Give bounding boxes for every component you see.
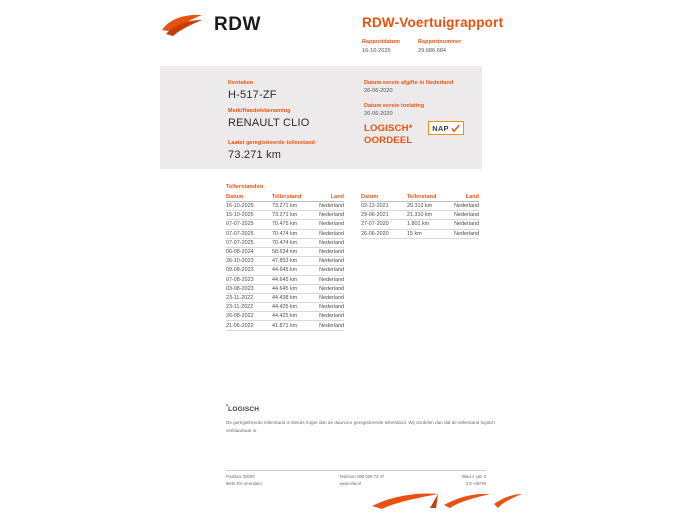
first-nl-registration-value: 26-06-2020 [364, 88, 393, 94]
table-row [226, 202, 344, 211]
table-row [226, 312, 344, 321]
footnote-title [226, 404, 496, 413]
cell-date: 02-12-2021 [361, 202, 407, 211]
first-nl-registration-label: Datum eerste afgifte in Nederland [364, 80, 454, 86]
table-row [226, 257, 344, 266]
table-header-row [226, 194, 344, 202]
cell-date: 21-06-2022 [226, 321, 272, 330]
column-header-odometer: Tellerstand [272, 194, 312, 202]
verdict-line-1: LOGISCH* [364, 123, 413, 134]
table-row [361, 211, 479, 220]
table-row [226, 229, 344, 238]
plate-label: Kenteken [228, 80, 254, 86]
summary-right-column [364, 79, 453, 125]
cell-date: 07-07-2025 [226, 238, 272, 247]
cell-date: 26-10-2023 [226, 257, 272, 266]
footer-page-number: Blad 1 van 3 [462, 474, 486, 479]
table-row [226, 247, 344, 256]
cell-date: 03-08-2023 [226, 284, 272, 293]
cell-odometer: 44.645 km [272, 284, 312, 293]
summary-odometer-block [228, 139, 315, 167]
cell-date: 29-06-2021 [361, 211, 407, 220]
cell-country: Nederland [447, 202, 479, 211]
cell-odometer: 70.474 km [272, 229, 312, 238]
cell-date: 26-08-2022 [226, 312, 272, 321]
footer-form-code: 3 E-VEFW [465, 480, 486, 486]
table-row [226, 303, 344, 312]
cell-country: Nederland [312, 247, 344, 256]
cell-odometer: 29.312 km [407, 202, 447, 211]
brand-label: Merk/Handelsbenaming [228, 108, 291, 114]
column-header-country: Land [312, 194, 344, 202]
cell-odometer: 1.801 km [407, 220, 447, 229]
meta-report-number-label: Rapportnummer [418, 39, 462, 45]
rdw-swoosh-footer-icon [372, 492, 522, 510]
odometer-table-right [361, 194, 479, 239]
cell-country: Nederland [312, 303, 344, 312]
meta-report-date-label: Rapportdatum [362, 39, 401, 45]
cell-country: Nederland [312, 220, 344, 229]
cell-country: Nederland [312, 202, 344, 211]
table-header-row [361, 194, 479, 202]
rdw-swoosh-logo-icon [160, 12, 206, 38]
cell-country: Nederland [447, 211, 479, 220]
cell-country: Nederland [447, 229, 479, 238]
cell-country: Nederland [312, 284, 344, 293]
verdict-line-2: OORDEEL [364, 134, 413, 146]
table-row [226, 266, 344, 275]
brand-value: RENAULT CLIO [228, 117, 310, 129]
cell-date: 23-11-2022 [226, 293, 272, 302]
cell-date: 16-10-2025 [226, 202, 272, 211]
cell-date: 15-10-2025 [226, 211, 272, 220]
table-row [361, 202, 479, 211]
cell-odometer: 21.310 km [407, 211, 447, 220]
footnote [226, 404, 496, 434]
cell-country: Nederland [312, 321, 344, 330]
cell-date: 27-07-2020 [361, 220, 407, 229]
cell-odometer: 70.474 km [272, 238, 312, 247]
rdw-logo [160, 12, 261, 38]
footer-address-column [226, 474, 262, 487]
last-odometer-label: Laatst geregistreerde tellerstand [228, 140, 315, 146]
odometer-table-left [226, 194, 344, 331]
first-admission-label: Datum eerste toelating [364, 103, 425, 109]
page-footer [226, 470, 486, 487]
cell-date: 07-07-2025 [226, 220, 272, 229]
cell-country: Nederland [312, 257, 344, 266]
cell-date: 07-07-2025 [226, 229, 272, 238]
table-row [226, 211, 344, 220]
document-header [0, 0, 685, 62]
report-meta [362, 38, 461, 55]
cell-odometer: 73.271 km [272, 202, 312, 211]
table-row [361, 229, 479, 238]
cell-odometer: 15 km [407, 229, 447, 238]
cell-date: 06-08-2024 [226, 247, 272, 256]
cell-odometer: 73.271 km [272, 211, 312, 220]
footnote-title-text: LOGISCH [228, 406, 260, 414]
meta-report-date-value: 16-10-2025 [362, 48, 391, 54]
verdict-block [364, 123, 413, 146]
cell-country: Nederland [312, 266, 344, 275]
table-row [226, 284, 344, 293]
footnote-star: * [226, 404, 229, 410]
footer-contact-column [340, 474, 385, 487]
cell-country: Nederland [312, 211, 344, 220]
report-title: RDW-Voertuigrapport [362, 15, 504, 30]
nap-checkmark-icon [451, 124, 460, 133]
nap-badge [428, 121, 464, 135]
cell-country: Nederland [312, 229, 344, 238]
cell-date: 26-06-2020 [361, 229, 407, 238]
vehicle-summary-panel [160, 66, 482, 169]
cell-date: 23-11-2022 [226, 303, 272, 312]
table-row [226, 275, 344, 284]
cell-date: 09-08-2023 [226, 266, 272, 275]
cell-odometer: 44.425 km [272, 303, 312, 312]
meta-report-number [418, 38, 461, 55]
first-admission-value: 26-06-2020 [364, 111, 393, 117]
nap-badge-label: NAP [432, 123, 449, 133]
meta-report-number-value: 29.686.684 [418, 48, 447, 54]
cell-country: Nederland [447, 220, 479, 229]
cell-odometer: 41.871 km [272, 321, 312, 330]
cell-country: Nederland [312, 293, 344, 302]
cell-country: Nederland [312, 238, 344, 247]
footer-page-column [462, 474, 486, 487]
footer-website[interactable]: www.rdw.nl [339, 480, 362, 486]
cell-odometer: 58.634 km [272, 247, 312, 256]
plate-value: H-517-ZF [228, 89, 277, 101]
summary-left-column [228, 79, 309, 135]
table-row [361, 220, 479, 229]
cell-odometer: 44.438 km [272, 293, 312, 302]
footer-phone: Telefoon 088 008 74 47 [339, 474, 385, 479]
column-header-date: Datum [361, 194, 407, 202]
cell-odometer: 44.645 km [272, 275, 312, 284]
rdw-logo-text: RDW [214, 14, 261, 35]
cell-odometer: 70.475 km [272, 220, 312, 229]
footer-address-line-1: Postbus 30000 [226, 474, 255, 479]
odometer-section-heading: Tellerstanden [226, 184, 264, 190]
column-header-odometer: Tellerstand [407, 194, 447, 202]
cell-odometer: 44.645 km [272, 266, 312, 275]
cell-country: Nederland [312, 312, 344, 321]
footer-address-line-2: 9640 RA Veendam [226, 480, 262, 486]
last-odometer-value: 73.271 km [228, 149, 282, 161]
meta-report-date [362, 38, 400, 55]
table-row [226, 321, 344, 330]
cell-odometer: 44.425 km [272, 312, 312, 321]
table-row [226, 238, 344, 247]
column-header-country: Land [447, 194, 479, 202]
footnote-body: De geregistreerde tellerstand is steeds hoger dan de daarvoor geregistreerde tellerstand. Wij oordelen dan dat de tellerstand logisch verklaarbaar is. [226, 420, 495, 433]
table-row [226, 220, 344, 229]
column-header-date: Datum [226, 194, 272, 202]
table-row [226, 293, 344, 302]
cell-odometer: 47.853 km [272, 257, 312, 266]
cell-country: Nederland [312, 275, 344, 284]
cell-date: 07-08-2023 [226, 275, 272, 284]
